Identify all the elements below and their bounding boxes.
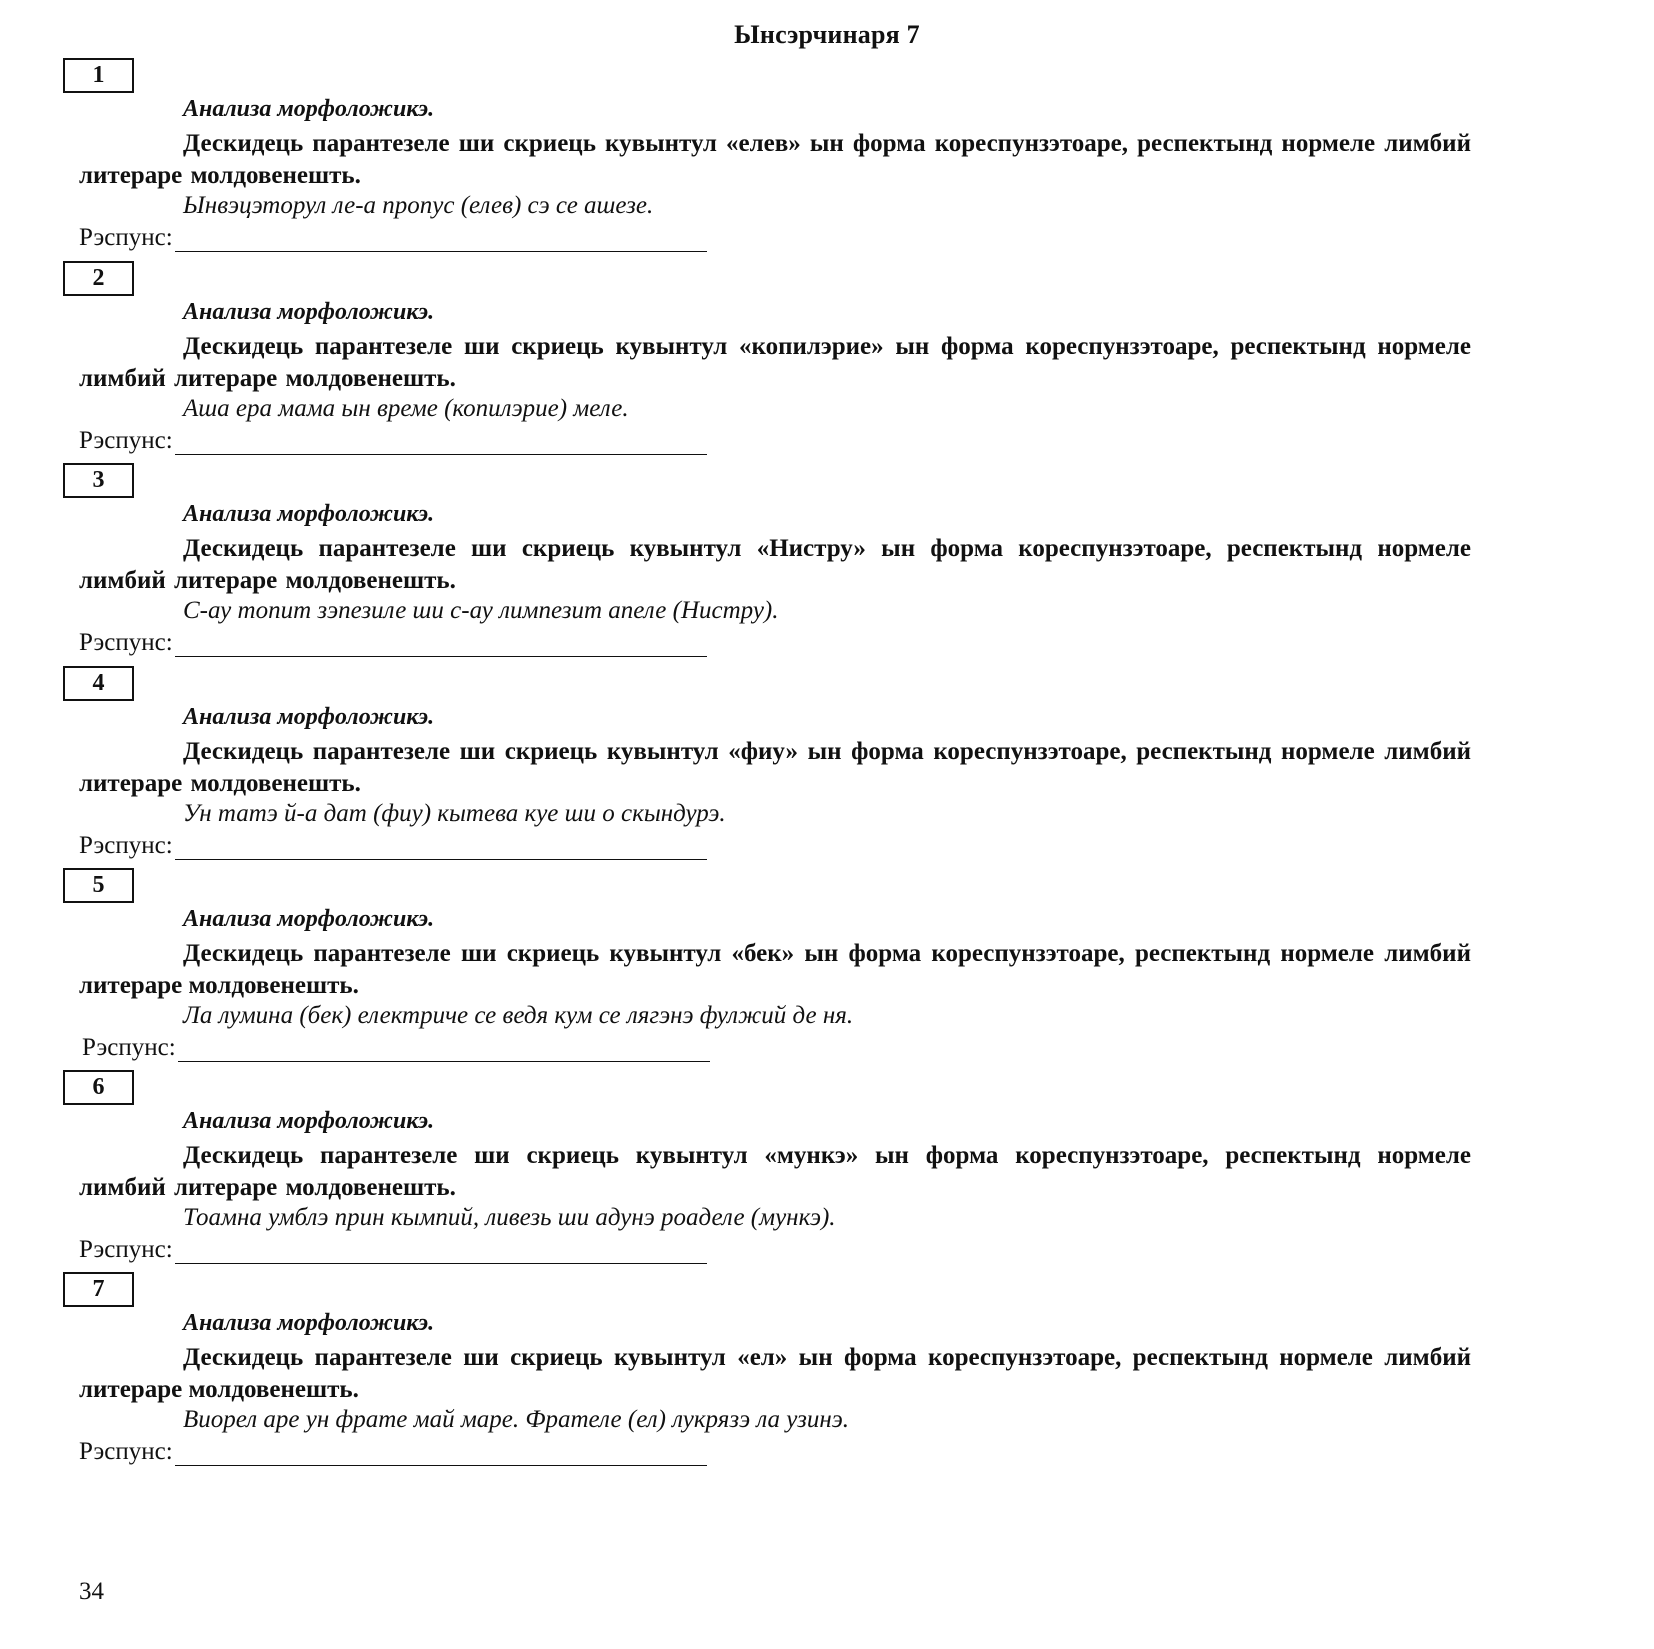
instruction: Дескидець парантезеле ши скриець кувынтул «копилэрие» ын форма кореспунзэтоаре, респектынд нормеле лимбий литераре молдовенешть. — [79, 333, 1471, 392]
task-type: Анализа морфоложикэ. — [183, 906, 435, 932]
exercise-item-3 — [0, 463, 1654, 665]
item-number-box: 3 — [63, 463, 134, 498]
answer-label: Рэспунс: — [79, 1236, 173, 1263]
answer-row — [79, 1438, 707, 1466]
task-type: Анализа морфоложикэ. — [183, 1108, 435, 1134]
instruction: Дескидець парантезеле ши скриець кувынтул «фиу» ын форма кореспунзэтоаре, респектынд нормеле лимбий литераре молдовенешть. — [79, 738, 1471, 797]
exercise-item-5 — [0, 868, 1654, 1070]
example-sentence: Ынвэцэторул ле-а пропус (елев) сэ се ашезе. — [183, 192, 654, 219]
example-sentence: Виорел аре ун фрате май маре. Фрателе (ел) лукрязэ ла узинэ. — [183, 1406, 850, 1433]
task-type: Анализа морфоложикэ. — [183, 501, 435, 527]
answer-row — [79, 629, 707, 657]
task-type: Анализа морфоложикэ. — [183, 299, 435, 325]
item-number-box: 2 — [63, 261, 134, 296]
answer-row — [82, 1034, 710, 1062]
answer-row — [79, 832, 707, 860]
exercise-item-7 — [0, 1272, 1654, 1474]
answer-row — [79, 1236, 707, 1264]
instruction: Дескидець парантезеле ши скриець кувынтул «ел» ын форма кореспунзэтоаре, респектынд нормеле лимбий литераре молдовенешть. — [79, 1344, 1471, 1403]
answer-label: Рэспунс: — [79, 224, 173, 251]
answer-field[interactable] — [175, 1441, 707, 1466]
answer-label: Рэспунс: — [79, 427, 173, 454]
answer-row — [79, 224, 707, 252]
page-title: Ынсэрчинаря 7 — [734, 20, 920, 49]
instruction: Дескидець парантезеле ши скриець кувынтул «бек» ын форма кореспунзэтоаре, респектынд нормеле лимбий литераре молдовенешть. — [79, 940, 1471, 999]
answer-field[interactable] — [178, 1037, 710, 1062]
task-type: Анализа морфоложикэ. — [183, 704, 435, 730]
task-type: Анализа морфоложикэ. — [183, 1310, 435, 1336]
exercise-item-1 — [0, 58, 1654, 260]
answer-field[interactable] — [175, 430, 707, 455]
answer-label: Рэспунс: — [79, 1438, 173, 1465]
answer-label: Рэспунс: — [79, 832, 173, 859]
exercise-item-4 — [0, 666, 1654, 868]
example-sentence: Ла лумина (бек) електриче се ведя кум се лягэнэ фулжий де ня. — [183, 1002, 854, 1029]
item-number-box: 5 — [63, 868, 134, 903]
item-number-box: 6 — [63, 1070, 134, 1105]
instruction: Дескидець парантезеле ши скриець кувынтул «Нистру» ын форма кореспунзэтоаре, респектынд нормеле лимбий литераре молдовенешть. — [79, 535, 1471, 594]
item-number-box: 7 — [63, 1272, 134, 1307]
answer-field[interactable] — [175, 835, 707, 860]
example-sentence: Ун татэ й-а дат (фиу) кытева куе ши о скындурэ. — [183, 800, 726, 827]
item-number-box: 1 — [63, 58, 134, 93]
answer-field[interactable] — [175, 227, 707, 252]
example-sentence: С-ау топит зэпезиле ши с-ау лимпезит апеле (Нистру). — [183, 597, 779, 624]
answer-field[interactable] — [175, 632, 707, 657]
exercise-item-6 — [0, 1070, 1654, 1272]
answer-field[interactable] — [175, 1239, 707, 1264]
page-number: 34 — [79, 1578, 104, 1605]
answer-label: Рэспунс: — [79, 629, 173, 656]
task-type: Анализа морфоложикэ. — [183, 96, 435, 122]
exercise-item-2 — [0, 261, 1654, 463]
answer-row — [79, 427, 707, 455]
instruction: Дескидець парантезеле ши скриець кувынтул «елев» ын форма кореспунзэтоаре, респектынд нормеле лимбий литераре молдовенешть. — [79, 130, 1471, 189]
example-sentence: Тоамна умблэ прин кымпий, ливезь ши адунэ роаделе (мункэ). — [183, 1204, 836, 1231]
example-sentence: Аша ера мама ын време (копилэрие) меле. — [183, 395, 629, 422]
instruction: Дескидець парантезеле ши скриець кувынтул «мункэ» ын форма кореспунзэтоаре, респектынд нормеле лимбий литераре молдовенешть. — [79, 1142, 1471, 1201]
item-number-box: 4 — [63, 666, 134, 701]
answer-label: Рэспунс: — [82, 1034, 176, 1061]
